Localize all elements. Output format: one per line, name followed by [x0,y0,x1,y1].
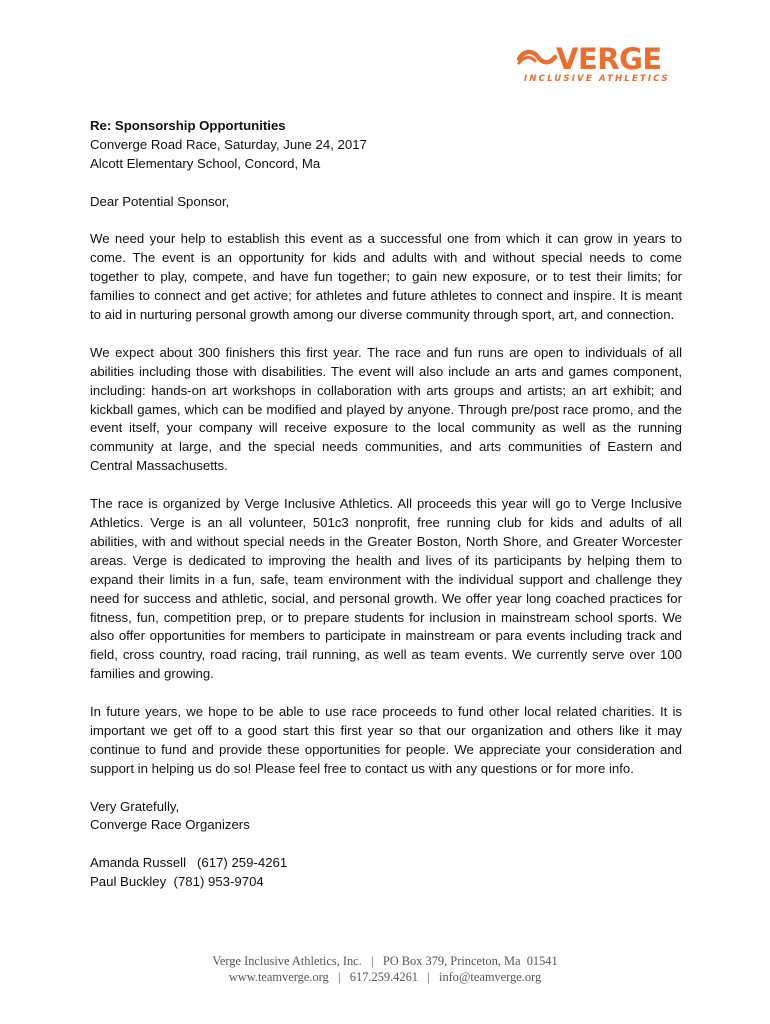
paragraph-expectations: We expect about 300 finishers this first year. The race and fun runs are open to individuals of all abilities including those with disabilities. The event will also include an arts and games component, including: hands-on art workshops in collaboration with arts groups and artists; an art exhibit; and kickball games, which can be modified and played by anyone. Through pre/post race promo, and the event itself, your company will receive exposure to the local community as well as the running community at large, and the special needs communities, and arts communities of Eastern and Central Massachusetts. [90,344,682,474]
letter-subject: Re: Sponsorship Opportunities [90,118,286,133]
letter-body [90,117,682,892]
paragraph-future: In future years, we hope to be able to use race proceeds to fund other local related charities. It is important we get off to a good start this first year so that our organization and others like it may continue to fund and provide these opportunities for people. We appreciate your consideration and support in helping us do so! Please feel free to contact us with any questions or for more info. [90,704,682,776]
logo-wordmark-row [517,44,682,74]
verge-swoosh-logo-icon [517,48,557,70]
footer-address: Verge Inclusive Athletics, Inc. | PO Box 379, Princeton, Ma 01541 [212,954,558,968]
venue-line: Alcott Elementary School, Concord, Ma [90,155,321,171]
brand-tagline: INCLUSIVE ATHLETICS [524,74,670,84]
contact-paul-buckley: Paul Buckley (781) 953-9704 [90,874,264,890]
salutation: Dear Potential Sponsor, [90,193,230,209]
brand-name: VERGE [556,42,662,76]
letterhead-footer [0,953,770,985]
paragraph-organization: The race is organized by Verge Inclusive Athletics. All proceeds this year will go to Verge Inclusive Athletics. Verge is an all volunteer, 501c3 nonprofit, free running club for kids and adults of all abilities, with and without special needs in the Greater Boston, North Shore, and Greater Worcester areas. Verge is dedicated to improving the health and lives of its participants by helping them to expand their limits in a fun, safe, team environment with the individual support and challenge they need for success and athletic, social, and personal growth. We offer year long coached practices for fitness, fun, competition prep, or to prepare students for inclusion in mainstream school sports. We also offer opportunities for members to participate in mainstream or para events including track and field, cross country, road racing, trail running, as well as team events. We currently serve over 100 families and growing. [90,496,682,682]
signer: Converge Race Organizers [90,817,250,833]
valediction: Very Gratefully, [90,798,180,814]
paragraph-intro: We need your help to establish this event as a successful one from which it can grow in years to come. The event is an opportunity for kids and adults with and without special needs to come together to play, compete, and have fun together; to gain new exposure, or to test their limits; for families to connect and get active; for athletes and future athletes to connect and inspire. It is meant to aid in nurturing personal growth among our diverse community through sport, art, and connection. [90,231,682,323]
verge-logo [517,44,682,84]
event-line: Converge Road Race, Saturday, June 24, 2017 [90,136,367,152]
footer-contact: www.teamverge.org | 617.259.4261 | info@teamverge.org [228,970,542,984]
contact-amanda-russell: Amanda Russell (617) 259-4261 [90,855,288,871]
